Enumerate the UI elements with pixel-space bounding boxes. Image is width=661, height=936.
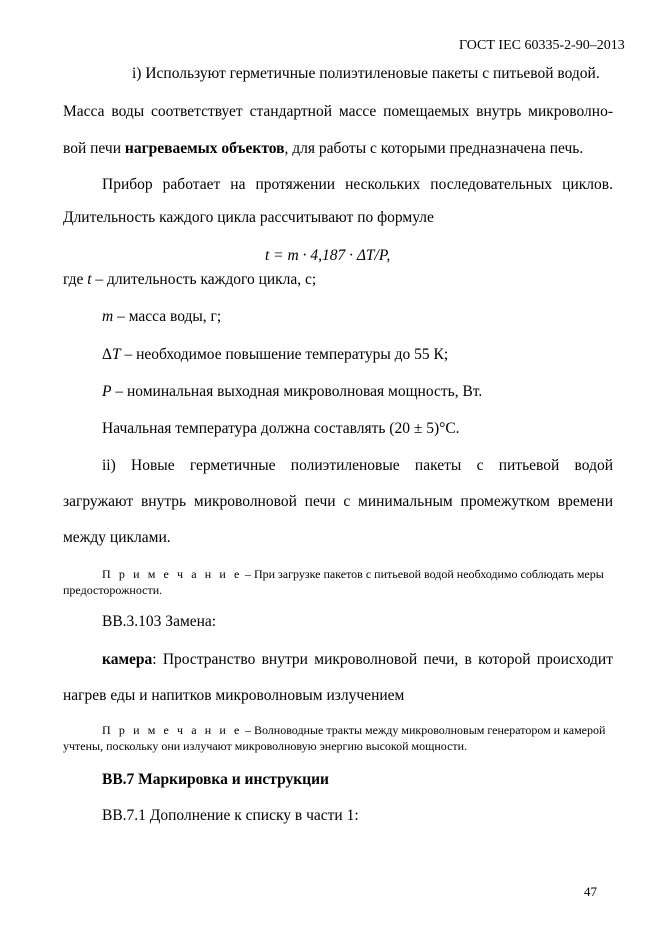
cycle-line-1: Прибор работает на протяжении нескольких последовательных циклов.	[102, 176, 613, 193]
heated-objects-term: нагреваемых объектов	[124, 140, 285, 157]
note-1-line-2: предосторожности.	[63, 583, 163, 597]
para-i-line-3-post: , для работы с которыми предназначена печь.	[284, 140, 584, 157]
dt-symbol: T	[111, 346, 121, 363]
camera-line-2: нагрев еды и напитков микроволновым излучением	[63, 687, 405, 704]
page-number: 47	[584, 884, 597, 899]
delta-symbol: Δ	[102, 346, 112, 363]
section-heading: ВВ.7 Маркировка и инструкции	[102, 771, 329, 788]
p-description: – номинальная выходная микроволновая мощность, Вт.	[111, 383, 483, 400]
camera-line-1	[102, 650, 613, 670]
initial-temperature: Начальная температура должна составлять (20 ± 5)°С.	[102, 420, 460, 437]
cycle-line-2: Длительность каждого цикла рассчитывают по формуле	[63, 209, 434, 226]
where-delta-t	[102, 345, 448, 365]
p-symbol: P	[102, 383, 112, 400]
note-2-line-1	[102, 722, 605, 738]
m-symbol: m	[102, 308, 114, 325]
m-description: – масса воды, г;	[113, 308, 222, 325]
para-i-line-3	[63, 139, 583, 159]
note-1-text: – При загрузке пакетов с питьевой водой необходимо соблюдать меры	[241, 567, 604, 581]
camera-definition: : Пространство внутри микроволновой печи, в которой происходит	[152, 651, 613, 668]
t-description: – длительность каждого цикла, с;	[91, 271, 317, 288]
bb-3-103-heading: ВВ.3.103 Замена:	[102, 613, 217, 630]
para-i-line-1: i) Используют герметичные полиэтиленовые пакеты с питьевой водой.	[132, 65, 600, 82]
para-ii-line-1: ii) Новые герметичные полиэтиленовые пакеты с питьевой водой	[102, 457, 613, 474]
where-m	[102, 307, 221, 327]
formula: t = m · 4,187 · ΔT/P,	[265, 247, 391, 264]
where-lead: где	[63, 271, 88, 288]
note-2-line-2: учтены, поскольку они излучают микроволновую энергию высокой мощности.	[63, 739, 468, 753]
note-1-line-1	[102, 566, 604, 582]
where-t	[63, 270, 316, 290]
camera-term: камера	[102, 651, 153, 668]
where-p	[102, 382, 482, 402]
note-2-label: П р и м е ч а н и е	[102, 723, 242, 737]
para-i-line-3-pre: вой печи	[63, 140, 125, 157]
dt-description: – необходимое повышение температуры до 55 К;	[120, 346, 449, 363]
note-1-label: П р и м е ч а н и е	[102, 567, 242, 581]
bb-7-1-addition: ВВ.7.1 Дополнение к списку в части 1:	[102, 807, 359, 824]
para-i-line-2: Масса воды соответствует стандартной массе помещаемых внутрь микроволно-	[63, 103, 613, 120]
note-2-text: – Волноводные тракты между микроволновым генератором и камерой	[241, 723, 606, 737]
para-ii-line-3: между циклами.	[63, 529, 171, 546]
para-ii-line-2: загружают внутрь микроволновой печи с минимальным промежутком времени	[63, 493, 613, 510]
t-symbol: t	[87, 271, 92, 288]
document-code-header: ГОСТ IEC 60335-2-90–2013	[459, 38, 625, 53]
